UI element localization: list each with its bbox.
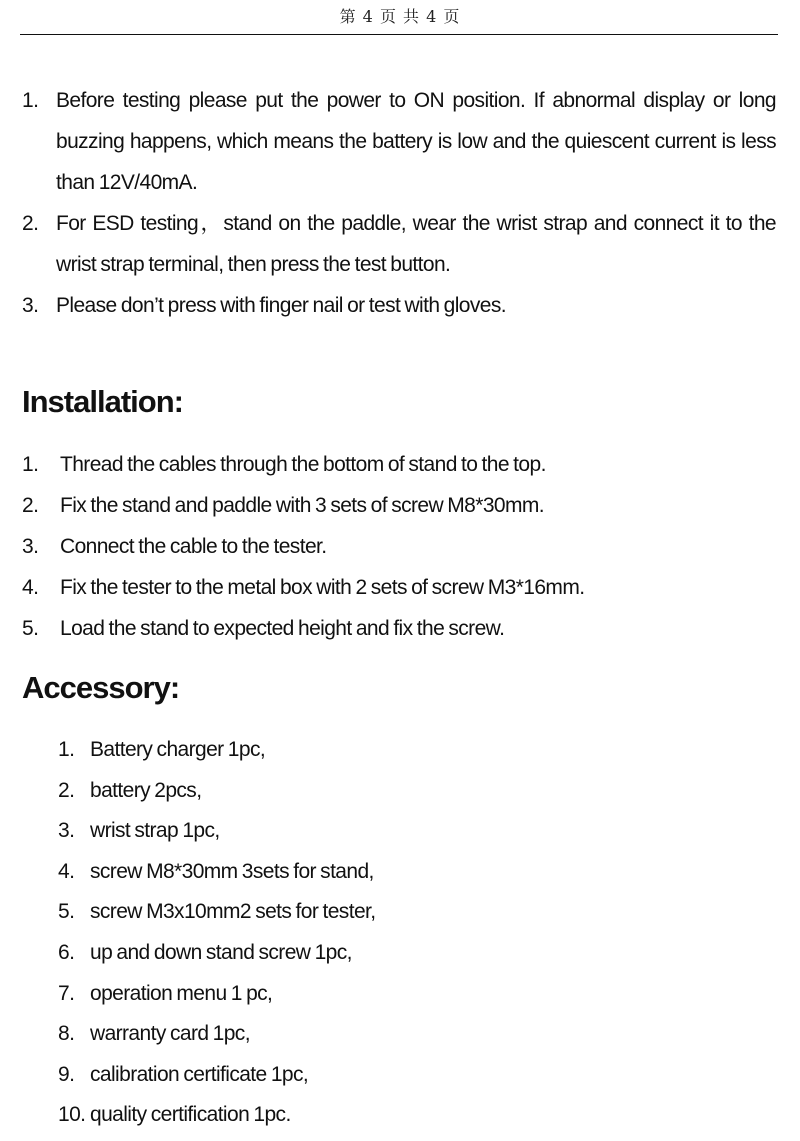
list-item-number: 5. (22, 617, 39, 640)
list-item-text: Fix the stand and paddle with 3 sets of screw M8*30mm. (60, 494, 545, 517)
list-item-text: screw M8*30mm 3sets for stand, (90, 859, 374, 883)
list-item-text: Please don’t press with finger nail or test with gloves. (56, 294, 506, 317)
list-item (0, 444, 584, 485)
list-item-text: warranty card 1pc, (90, 1022, 250, 1046)
list-item (0, 730, 376, 771)
list-item-number: 5. (58, 900, 75, 924)
list-item-text: Thread the cables through the bottom of stand to the top. (60, 453, 546, 476)
list-item-number: 1. (22, 89, 39, 112)
list-item (0, 203, 800, 285)
list-item-text: battery 2pcs, (90, 778, 202, 802)
list-item-number: 10. (58, 1103, 86, 1127)
list-item (0, 485, 584, 526)
page-header: 第 4 页 共 4 页 (339, 7, 461, 26)
installation-list (0, 444, 584, 649)
installation-heading: Installation: (22, 384, 183, 419)
list-item-number: 9. (58, 1062, 75, 1086)
list-item-number: 4. (22, 576, 39, 599)
list-item-number: 3. (58, 819, 75, 843)
list-item-text: up and down stand screw 1pc, (90, 940, 352, 964)
testing-notes-list (0, 80, 800, 326)
list-item (0, 608, 584, 649)
list-item-text: Battery charger 1pc, (90, 738, 266, 761)
list-item-number: 2. (22, 212, 39, 235)
list-item (0, 892, 376, 933)
list-item-text: screw M3x10mm2 sets for tester, (90, 900, 376, 924)
accessory-list (0, 730, 376, 1136)
list-item-text: Load the stand to expected height and fix the screw. (60, 617, 505, 640)
list-item-number: 3. (22, 294, 39, 317)
list-item (0, 1014, 376, 1055)
list-item-text: calibration certificate 1pc, (90, 1062, 309, 1086)
list-item (0, 526, 584, 567)
list-item (0, 852, 376, 893)
list-item-number: 6. (58, 940, 75, 964)
list-item-number: 2. (58, 778, 75, 802)
list-item (0, 974, 376, 1015)
list-item-text: For ESD testing，stand on the paddle, wear the wrist strap and connect it to the wrist strap terminal, then press the test button. (56, 212, 776, 276)
list-item-text: Before testing please put the power to ON position. If abnormal display or long buzzing happens, which means the battery is low and the quiescent current is less than 12V/40mA. (56, 89, 776, 194)
list-item-number: 1. (22, 453, 39, 476)
list-item-number: 4. (58, 859, 75, 883)
list-item (0, 80, 800, 203)
list-item (0, 771, 376, 812)
list-item-number: 2. (22, 494, 39, 517)
list-item-text: Fix the tester to the metal box with 2 sets of screw M3*16mm. (60, 576, 585, 599)
list-item (0, 285, 800, 326)
list-item-text: Connect the cable to the tester. (60, 535, 327, 558)
list-item (0, 1095, 376, 1136)
list-item (0, 811, 376, 852)
header-divider (20, 34, 778, 35)
list-item-number: 3. (22, 535, 39, 558)
list-item-text: wrist strap 1pc, (90, 819, 220, 843)
accessory-heading: Accessory: (22, 670, 180, 705)
list-item-text: operation menu 1 pc, (90, 981, 273, 1005)
list-item (0, 567, 584, 608)
list-item-number: 7. (58, 981, 75, 1005)
list-item-number: 1. (58, 738, 75, 761)
list-item-number: 8. (58, 1022, 75, 1046)
list-item (0, 933, 376, 974)
list-item-text: quality certification 1pc. (90, 1103, 291, 1127)
list-item (0, 1055, 376, 1096)
